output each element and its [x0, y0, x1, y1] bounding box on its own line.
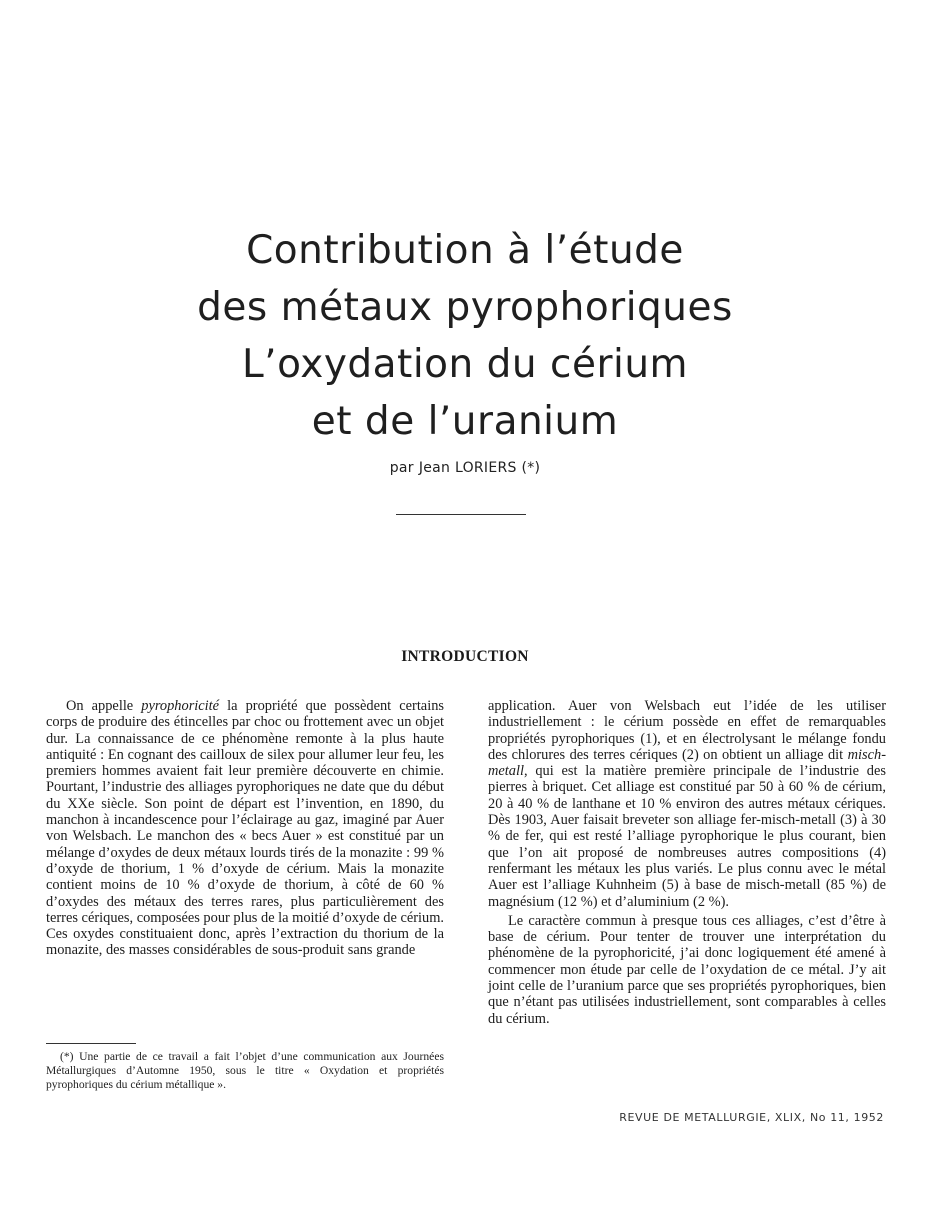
- left-paragraph-1: [46, 698, 444, 959]
- right-p1-rest: , qui est la matière première principale de l’industrie des pierres à briquet. Cet alliage est constitué par 50 à 60 % de cérium, 20 à 40 % de lanthane et 10 % environ des autres métaux cériques. Dès 1903, Auer faisait breveter son alliage fer-misch-metall (3) à 30 % de fer, qui est resté l’alliage pyrophorique le plus courant, bien que l’on ait proposé de nombreuses autres compositions (4) renfermant les métaux les plus variés. Le plus connu avec le métal Auer est l’alliage Kuhnheim (5) à base de misch-metall (85 %) de magnésium (12 %) et d’aluminium (2 %).: [488, 763, 886, 910]
- footnote-rule: [46, 1043, 136, 1044]
- author-byline: [0, 460, 930, 476]
- title-line-4: et de l’uranium: [311, 399, 619, 444]
- left-column: [46, 698, 444, 959]
- section-heading: INTRODUCTION: [401, 648, 529, 665]
- footnote: (*) Une partie de ce travail a fait l’objet d’une communication aux Journées Métallurgiques d’Automne 1950, sous le titre « Oxydation et propriétés pyrophoriques du cérium métallique ».: [46, 1050, 444, 1091]
- right-paragraph-2: Le caractère commun à presque tous ces alliages, c’est d’être à base de cérium. Pour tenter de trouver une interprétation du phénomène de la pyrophoricité, j’ai donc logiquement été amené à commencer mon étude par celle de l’oxydation de ce métal. J’y ait joint celle de l’uranium parce que ses propriétés pyrophoriques, bien que n’étant pas utilisées industriellement, sont comparables à celles du cérium.: [488, 912, 886, 1027]
- title-line-2: des métaux pyrophoriques: [197, 285, 733, 330]
- right-paragraph-1: [488, 698, 886, 910]
- title-line-1: Contribution à l’étude: [246, 228, 684, 273]
- title-separator-rule: [396, 514, 526, 515]
- article-title: [0, 222, 930, 450]
- left-p1-lead: On appelle: [66, 698, 142, 714]
- author-name: Jean LORIERS (*): [418, 460, 541, 476]
- title-line-3: L’oxydation du cérium: [241, 342, 689, 387]
- left-p1-term: pyrophoricité: [141, 698, 220, 714]
- author-prefix: par: [389, 460, 414, 476]
- right-column: [488, 698, 886, 1027]
- left-p1-rest: la propriété que possèdent certains corps de produire des étincelles par choc ou frottement avec un objet dur. La connaissance de ce phénomène remonte à la plus haute antiquité : En cognant des cailloux de silex pour allumer leur feu, les premiers hommes avaient fait leur première découverte en chimie. Pourtant, l’industrie des alliages pyrophoriques ne date que du début du XXe siècle. Son point de départ est l’invention, en 1890, du manchon à incandescence pour l’éclairage au gaz, imaginé par Auer von Welsbach. Le manchon des « becs Auer » est constitué par un mélange d’oxydes de deux métaux lourds tirés de la monazite : 99 % d’oxyde de thorium, 1 % d’oxyde de cérium. Mais la monazite contient moins de 10 % d’oxyde de thorium, à côté de 60 % d’oxydes des métaux des terres rares, plus particulièrement des terres cériques, composées pour plus de la moitié d’oxyde de cérium. Ces oxydes constituaient donc, après l’extraction du thorium de la monazite, des masses considérables de sous-produit sans grande: [46, 698, 445, 959]
- right-p1-lead: application. Auer von Welsbach eut l’idée de les utiliser industriellement : le cérium possède en effet de remarquables propriétés pyrophoriques (1), et en électrolysant le mélange fondu des chlorures des terres cériques (2) on obtient un alliage dit: [488, 698, 886, 763]
- right-p1-term: misch-metall: [488, 746, 886, 780]
- journal-reference: REVUE DE METALLURGIE, XLIX, No 11, 1952: [619, 1111, 884, 1124]
